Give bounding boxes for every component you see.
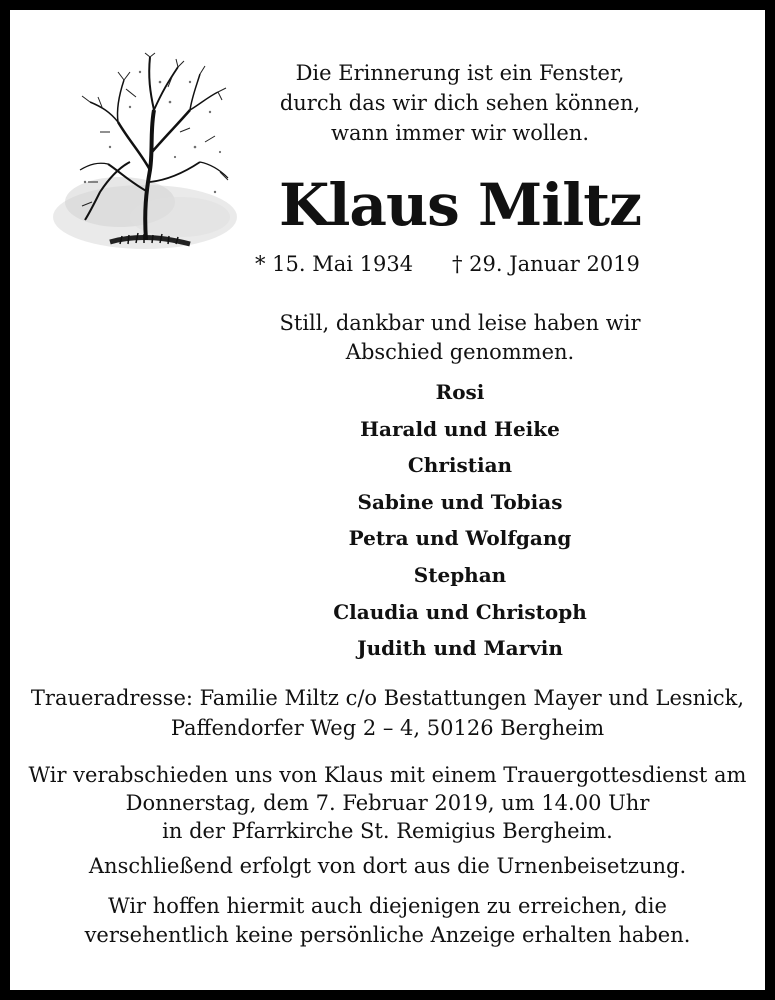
deceased-name: Klaus Miltz: [278, 171, 642, 239]
quote: [200, 58, 720, 148]
family-member: Judith und Marvin: [357, 636, 563, 661]
burial-info: Anschließend erfolgt von dort aus die Urnenbeisetzung.: [88, 854, 687, 878]
family-member: Claudia und Christoph: [333, 599, 587, 624]
family-member: Sabine und Tobias: [357, 489, 563, 514]
family-member: Stephan: [413, 562, 507, 587]
quote-line: durch das wir dich sehen können,: [279, 91, 641, 115]
address-line: Paffendorfer Weg 2 – 4, 50126 Bergheim: [170, 716, 605, 740]
birth-date: * 15. Mai 1934: [255, 252, 414, 276]
family-member: Harald und Heike: [360, 416, 560, 441]
death-date: † 29. Januar 2019: [452, 252, 640, 276]
family-list: [200, 377, 720, 670]
family-member: Petra und Wolfgang: [348, 526, 572, 551]
farewell-message: [200, 309, 720, 367]
message-line: Abschied genommen.: [345, 340, 575, 364]
note-line: versehentlich keine persönliche Anzeige erhalten haben.: [84, 923, 691, 947]
note-line: Wir hoffen hiermit auch diejenigen zu erreichen, die: [108, 894, 667, 918]
condolence-address: [0, 683, 775, 743]
quote-line: wann immer wir wollen.: [331, 121, 589, 145]
service-line: Wir verabschieden uns von Klaus mit einem Trauergottesdienst am: [28, 763, 747, 787]
service-info: [0, 761, 775, 845]
quote-line: Die Erinnerung ist ein Fenster,: [295, 61, 625, 85]
family-member: Christian: [407, 453, 513, 478]
closing-note: [0, 892, 775, 950]
family-member: Rosi: [435, 380, 485, 404]
message-line: Still, dankbar und leise haben wir: [279, 311, 641, 335]
address-line: Traueradresse: Familie Miltz c/o Bestattungen Mayer und Lesnick,: [30, 686, 745, 710]
service-line: Donnerstag, dem 7. Februar 2019, um 14.00 Uhr: [125, 791, 650, 815]
service-line: in der Pfarrkirche St. Remigius Bergheim.: [162, 819, 613, 843]
